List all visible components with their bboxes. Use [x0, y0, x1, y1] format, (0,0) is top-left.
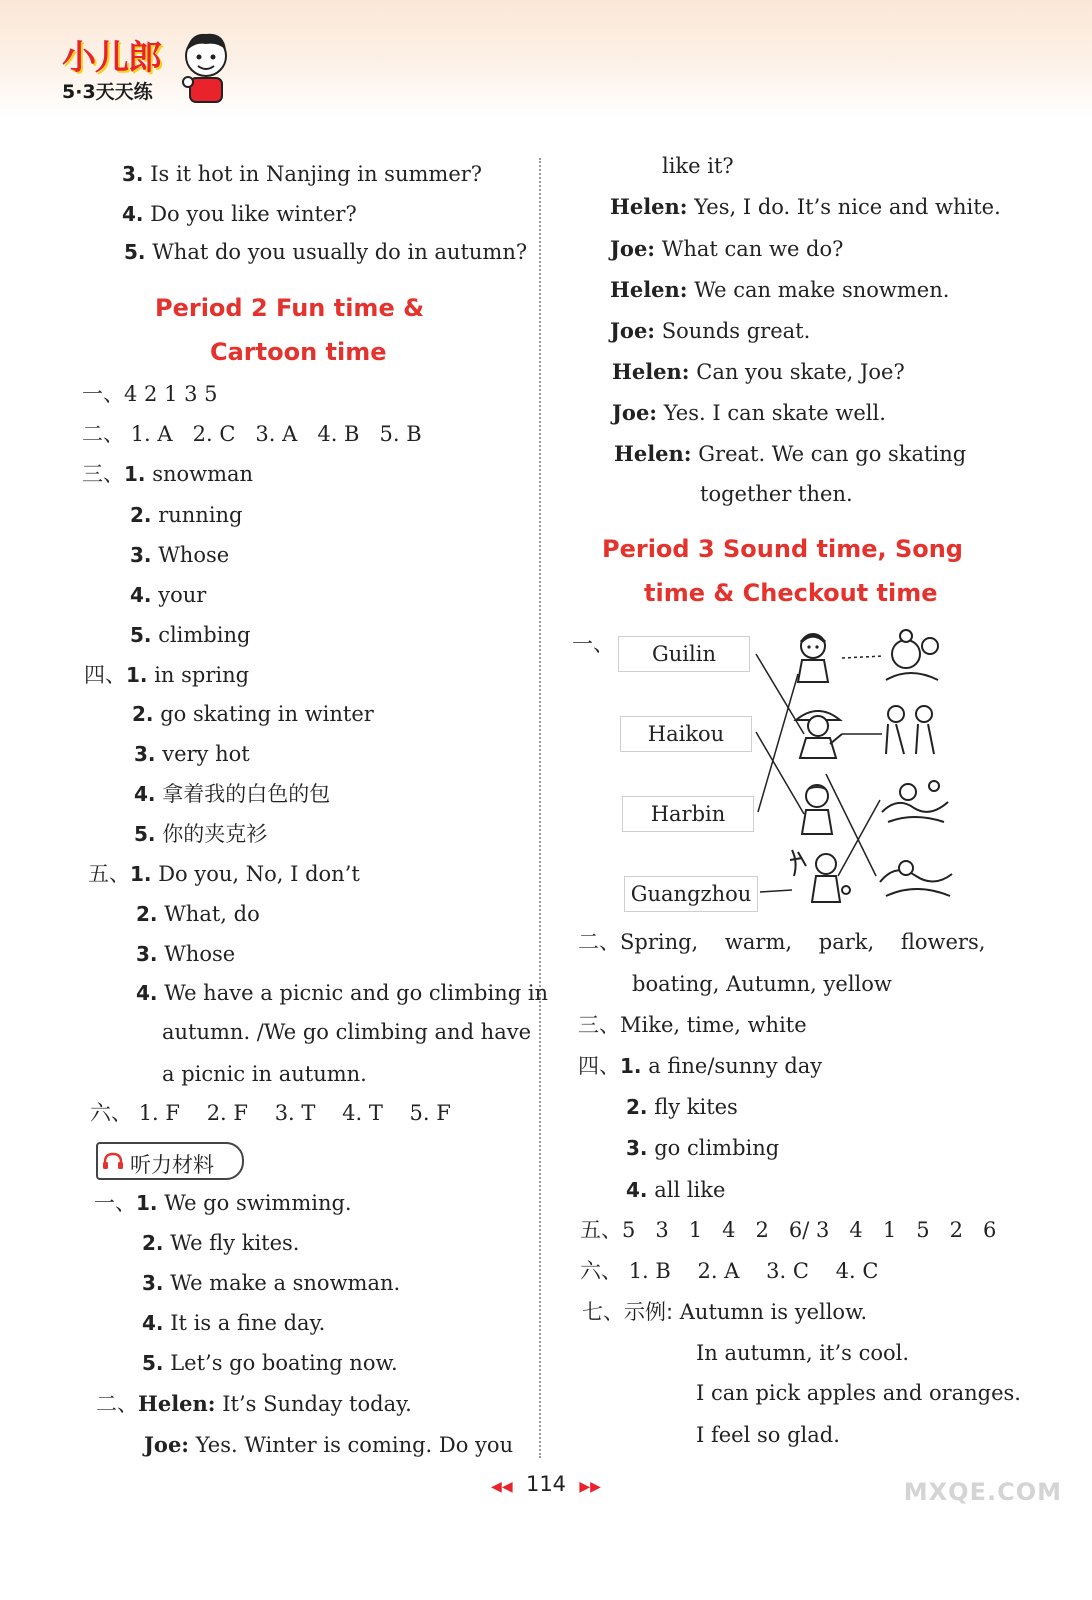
child-picture-4-icon [788, 846, 854, 908]
dialog-line-3: Joe: What can we do? [610, 236, 844, 261]
p2-section-4-item-2: 2. go skating in winter [132, 702, 374, 726]
period2-title-line2: Cartoon time [210, 338, 387, 366]
p2-section-6: 六、 1. F 2. F 3. T 4. T 5. F [90, 1101, 451, 1125]
dialog-line-9: together then. [700, 482, 853, 506]
p3-section-7-line-1: 七、示例: Autumn is yellow. [582, 1300, 868, 1324]
p2-section-5-item-4-cont1: autumn. /We go climbing and have [162, 1020, 532, 1044]
listen-1-item-2: 2. We fly kites. [142, 1231, 300, 1255]
dialog-line-6: Helen: Can you skate, Joe? [612, 359, 905, 384]
city-box-harbin: Harbin [622, 796, 754, 832]
listen-question-4: 4. Do you like winter? [122, 202, 357, 226]
listen-1-item-3: 3. We make a snowman. [142, 1271, 401, 1295]
p3-section-2-line-2: boating, Autumn, yellow [632, 972, 892, 996]
p2-section-3-item-3: 3. Whose [130, 543, 230, 567]
p2-section-3-item-5: 5. climbing [130, 623, 251, 647]
child-picture-1-icon [788, 628, 838, 686]
header-band [0, 0, 1092, 118]
p3-section-7-line-4: I feel so glad. [696, 1423, 840, 1447]
period3-title-line1: Period 3 Sound time, Song [602, 535, 963, 563]
p2-section-5-item-2: 2. What, do [136, 902, 260, 926]
p3-section-7-line-3: I can pick apples and oranges. [696, 1381, 1021, 1405]
brand-subtitle: 5·3天天练 [62, 81, 153, 103]
p2-section-3-item-2: 2. running [130, 503, 243, 527]
p2-section-4-item-3: 3. very hot [134, 742, 250, 766]
p2-section-5-item-1: 五、1. Do you, No, I don’t [88, 862, 360, 886]
p3-section-5: 五、5 3 1 4 2 6/ 3 4 1 5 2 6 [580, 1218, 997, 1242]
p2-section-5-item-3: 3. Whose [136, 942, 236, 966]
listening-material-label: 听力材料 [130, 1153, 214, 1177]
listen-1-item-5: 5. Let’s go boating now. [142, 1351, 398, 1375]
city-box-guangzhou: Guangzhou [624, 876, 758, 912]
p2-section-5-item-4-cont2: a picnic in autumn. [162, 1062, 367, 1086]
p2-section-1: 一、4 2 1 3 5 [82, 382, 218, 406]
p2-section-4-item-5: 5. 你的夹克衫 [134, 822, 268, 846]
next-arrows-icon: ▶▶ [579, 1479, 601, 1495]
watermark: MXQE.COM [903, 1478, 1062, 1506]
mascot-icon [180, 30, 232, 106]
activity-picture-2-icon [874, 702, 944, 760]
dialog-line-5: Joe: Sounds great. [610, 318, 811, 343]
city-box-haikou: Haikou [620, 716, 752, 752]
column-divider [539, 158, 541, 1458]
listening-material-tag [96, 1142, 244, 1180]
p3-section-2-line-1: 二、Spring, warm, park, flowers, [578, 930, 986, 954]
period3-title-line2: time & Checkout time [644, 579, 938, 607]
activity-picture-1-icon [880, 628, 946, 688]
p2-section-3-item-4: 4. your [130, 583, 207, 607]
activity-picture-4-icon [876, 852, 956, 902]
p3-section-4-item-1: 四、1. a fine/sunny day [578, 1054, 823, 1078]
listen-1-item-1: 一、1. We go swimming. [94, 1191, 352, 1215]
child-picture-2-icon [790, 704, 846, 762]
p2-section-4-item-1: 四、1. in spring [84, 663, 250, 687]
p2-section-3-item-1: 三、1. snowman [82, 462, 254, 486]
headphones-icon [102, 1152, 124, 1170]
prev-arrows-icon: ◀◀ [491, 1479, 513, 1495]
brand-title: 小儿郎 [62, 38, 161, 78]
dialog-line-7: Joe: Yes. I can skate well. [612, 400, 886, 425]
p3-section-4-item-3: 3. go climbing [626, 1136, 780, 1160]
p3-section-4-item-2: 2. fly kites [626, 1095, 738, 1119]
page-number: ◀◀ 114 ▶▶ [491, 1472, 601, 1496]
p3-section-6: 六、 1. B 2. A 3. C 4. C [580, 1259, 879, 1283]
p2-section-2: 二、 1. A 2. C 3. A 4. B 5. B [82, 422, 422, 446]
dialog-line-8: Helen: Great. We can go skating [614, 441, 967, 466]
dialog-line-1: like it? [662, 154, 734, 178]
listen-question-5: 5. What do you usually do in autumn? [124, 240, 528, 264]
p3-section-4-item-4: 4. all like [626, 1178, 726, 1202]
listen-question-3: 3. Is it hot in Nanjing in summer? [122, 162, 483, 186]
activity-picture-3-icon [878, 772, 952, 828]
p2-section-5-item-4: 4. We have a picnic and go climbing in [136, 981, 549, 1005]
period2-title-line1: Period 2 Fun time & [155, 294, 425, 322]
child-picture-3-icon [794, 780, 840, 838]
listen-1-item-4: 4. It is a fine day. [142, 1311, 326, 1335]
p3-section-7-line-2: In autumn, it’s cool. [696, 1341, 910, 1365]
p2-section-4-item-4: 4. 拿着我的白色的包 [134, 782, 331, 806]
listen-2-line-1: 二、Helen: It’s Sunday today. [96, 1391, 412, 1416]
dialog-line-2: Helen: Yes, I do. It’s nice and white. [610, 194, 1001, 219]
dialog-line-4: Helen: We can make snowmen. [610, 277, 950, 302]
listen-2-line-2: Joe: Yes. Winter is coming. Do you [144, 1432, 514, 1457]
p3-section-3: 三、Mike, time, white [578, 1013, 807, 1037]
city-box-guilin: Guilin [618, 636, 750, 672]
brand-logo [62, 30, 161, 104]
p3-section-1-mark: 一、 [572, 632, 614, 656]
